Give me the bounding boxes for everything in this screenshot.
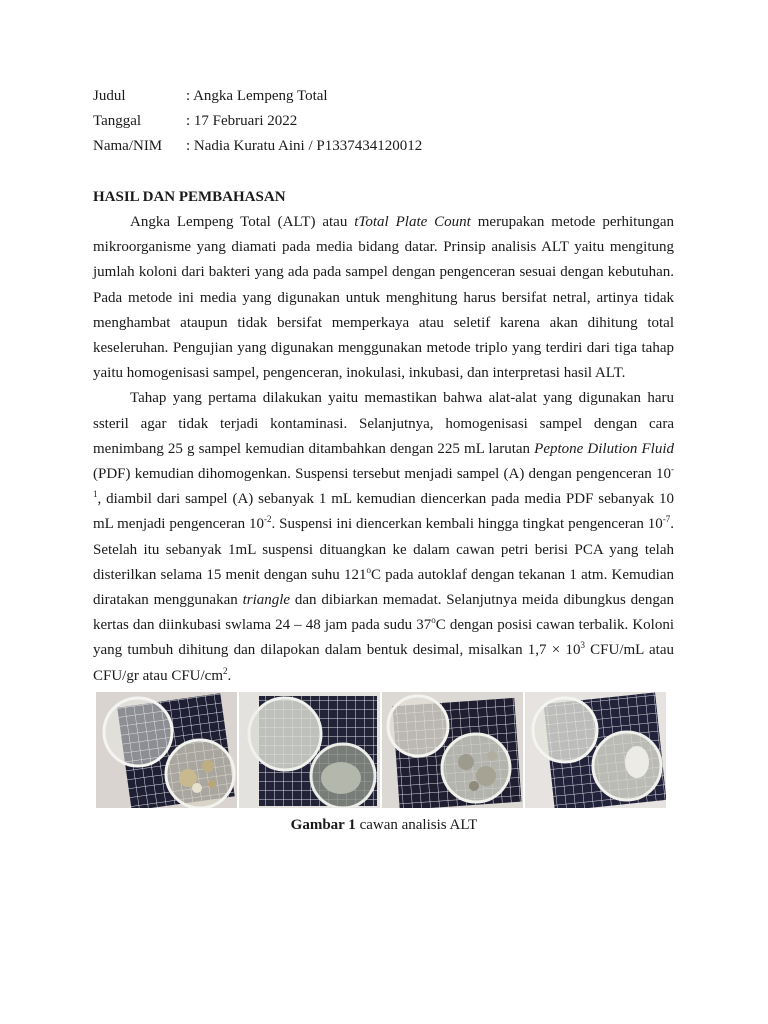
superscript: -2 <box>263 514 272 525</box>
section-body <box>93 210 674 689</box>
text-run: . Suspensi ini diencerkan kembali hingga tingkat pengenceran 10 <box>271 516 663 533</box>
italic-term: tTotal Plate Count <box>354 214 471 230</box>
superscript: -1 <box>93 464 674 500</box>
petri-photo-2-image <box>239 692 380 808</box>
meta-row-title <box>93 84 422 109</box>
text-run: Angka Lempeng Total (ALT) atau <box>130 214 355 230</box>
text-run: dan dibiarkan memadat. Selanjutnya meida dibungkus dengan kertas dan diinkubasi swlama 24 – 48 jam pada sudu 37 <box>93 592 674 634</box>
petri-photo-1 <box>96 692 237 808</box>
meta-row-date <box>93 109 422 134</box>
petri-photo-2 <box>239 692 380 808</box>
petri-photo-1-image <box>96 692 237 808</box>
italic-term: triangle <box>242 592 291 609</box>
meta-value: : Angka Lempeng Total <box>186 88 328 104</box>
text-run: (PDF) kemudian dihomogenkan. Suspensi tersebut menjadi sampel (A) dengan pengenceran 10 <box>93 466 671 483</box>
meta-value: : 17 Februari 2022 <box>186 113 298 129</box>
superscript: o <box>431 615 436 626</box>
meta-value: : Nadia Kuratu Aini / P1337434120012 <box>186 138 423 154</box>
text-run: , diambil dari sampel (A) sebanyak 1 mL kemudian diencerkan pada media PDF sebanyak 10 mL menjadi pengenceran 10 <box>93 491 674 533</box>
paragraph-2 <box>93 386 674 688</box>
document-meta <box>93 84 422 159</box>
figure-caption <box>0 814 768 836</box>
text-run: . Setelah itu sebanyak 1mL suspensi dituangkan ke dalam cawan petri berisi PCA yang telah disterilkan selama 15 menit dengan suhu 121 <box>93 516 674 583</box>
superscript: -7 <box>662 514 671 525</box>
text-run: CFU/mL atau CFU/gr atau CFU/cm <box>93 642 674 684</box>
italic-term: Peptone Dilution Fluid <box>534 440 674 457</box>
section-heading: HASIL DAN PEMBAHASAN <box>93 189 286 205</box>
superscript: 2 <box>223 665 228 676</box>
petri-photo-4-image <box>525 692 666 808</box>
superscript: 3 <box>580 640 585 651</box>
figure-caption-text: cawan analisis ALT <box>355 817 478 833</box>
petri-photo-4 <box>525 692 666 808</box>
superscript: o <box>366 564 371 575</box>
meta-label: Tanggal <box>93 113 142 129</box>
text-run: . <box>227 667 232 684</box>
text-run: C pada autoklaf dengan tekanan 1 atm. Kemudian diratakan menggunakan <box>93 566 674 609</box>
text-run: C dengan posisi cawan terbalik. Koloni yang tumbuh dihitung dan dilapokan dalam bentuk desimal, misalkan 1,7 × 10 <box>93 617 674 659</box>
petri-photo-3 <box>382 692 523 808</box>
meta-label: Nama/NIM <box>93 138 163 154</box>
figure-label: Gambar 1 <box>290 817 356 833</box>
paragraph-1 <box>93 210 674 386</box>
petri-photo-3-image <box>382 692 523 808</box>
text-run: Tahap yang pertama dilakukan yaitu memastikan bahwa alat-alat yang digunakan haru ssteril agar tidak terjadi kontaminasi. Selanjutnya, homogenisasi sampel dengan cara menimbang 25 g sampel kemudian ditambahkan dengan 225 mL larutan <box>93 390 674 457</box>
meta-label: Judul <box>93 88 126 104</box>
text-run: merupakan metode perhitungan mikroorganisme yang diamati pada media bidang datar. Prinsip analisis ALT yaitu mengitung jumlah koloni dari bakteri yang ada pada sampel dengan pengenceran sesuai dengan kebutuhan. Pada metode ini media yang digunakan untuk menghitung harus bersifat netral, artinya tidak menghambat ataupun tidak bersifat memperkaya atau seletif karena akan dihitung total keseleruhan. Pengujian yang digunakan menggunakan metode triplo yang terdiri dari tiga tahap yaitu homogenisasi sampel, pengenceran, inokulasi, inkubasi, dan interpretasi hasil ALT. <box>93 214 675 382</box>
figure-petri-photos <box>96 692 666 808</box>
meta-row-author <box>93 134 422 159</box>
